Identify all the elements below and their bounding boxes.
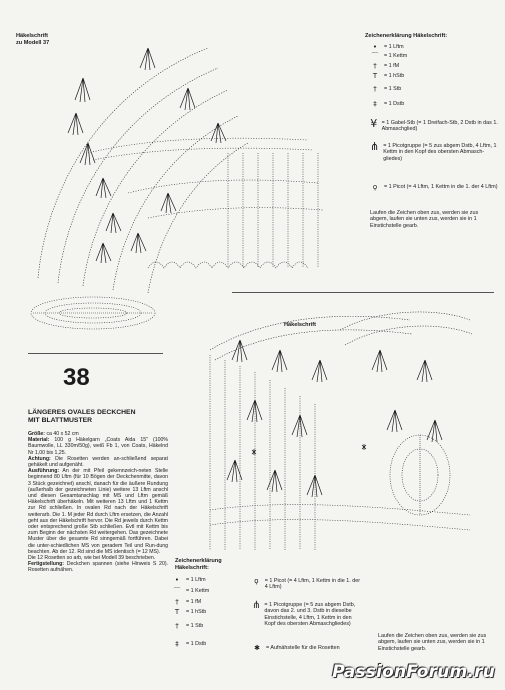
- t-icon: †: [175, 598, 179, 606]
- legend-top-item: † = 1 fM: [370, 63, 399, 70]
- model-title-line1: LÄNGERES OVALES DECKCHEN: [28, 409, 136, 416]
- instruction-paragraph: Fertigstellung: Deckchen spannen (siehe Hinweis S 20). Rosetten aufnähen.: [28, 561, 168, 574]
- legend-bottom-item: ⋔ = 1 Picotgruppe (= 5 zus abgem Dstb, davon das 2. und 3. Dstb in dieselbe Einstichstelle, 4 Lftm, 1 Kettm in den Kopf des obersten Abmaschgliedes): [252, 600, 356, 628]
- legend-bottom-item: † = 1 Stb: [172, 623, 203, 630]
- legend-bottom-item: ⌒ = 1 Kettm: [173, 587, 210, 595]
- dstb-icon: ‡: [373, 100, 377, 108]
- picot-group-icon: ⋔: [370, 140, 380, 153]
- model-number: 38: [63, 364, 90, 391]
- instruction-paragraph: Achtung: Die Rosetten werden an-schließend separat gehäkelt und aufgenäht.: [28, 455, 168, 469]
- divider: [28, 353, 163, 354]
- legend-top-item: ¥ = 1 Gabel-Stb (= 1 Dreifach-Stb, 2 Dstb in das 1. Abmaschglied): [370, 117, 498, 133]
- half-stb-icon: T: [174, 608, 180, 616]
- legend-bottom-item: ϙ = 1 Picot (= 4 Lftm, 1 Kettm in die 1. der 4 Lftm): [252, 578, 364, 591]
- legend-bottom-item: † = 1 fM: [172, 599, 201, 606]
- fork-icon: ¥: [370, 117, 378, 130]
- picot-icon: ϙ: [372, 183, 378, 191]
- legend-top-item: ⌒ = 1 Kettm: [371, 52, 408, 60]
- crochet-chart-bottom: [180, 300, 480, 570]
- legend-top-item: † = 1 Stb: [370, 86, 401, 93]
- instruction-paragraph: Die 12 Rosetten so arb, wie bei Modell 39 beschrieben.: [28, 555, 156, 562]
- arc-icon: ⌒: [173, 587, 181, 595]
- legend-bottom-note: Laufen die Zeichen oben zus, werden sie zus abgem, laufen sie unten zus, werden sie in 1 Einstichstelle gearb.: [378, 633, 487, 652]
- legend-bottom-title-line2: Häkelschrift:: [175, 565, 209, 571]
- legend-bottom-title-line1: Zeichenerklärung: [175, 558, 222, 564]
- legend-top-title: Zeichenerklärung Häkelschrift:: [365, 33, 448, 39]
- half-stb-icon: T: [372, 72, 378, 80]
- dot-icon: •: [372, 43, 378, 51]
- chart1-subtitle: zu Modell 37: [16, 40, 50, 46]
- site-watermark: PassionForum.ru: [332, 662, 495, 682]
- t-icon: †: [373, 62, 377, 70]
- legend-bottom-item: T = 1 hStb: [172, 609, 206, 616]
- legend-top-item: ϙ = 1 Picot (= 4 Lftm, 1 Kettm in die 1. der 4 Lftm): [370, 184, 498, 191]
- legend-bottom-item: • = 1 Lftm: [172, 577, 206, 584]
- model-title-line2: MIT BLATTMUSTER: [28, 417, 93, 424]
- instruction-paragraph: Material: 100 g Häkelgarn „Coats Aida 15" (100% Baumwolle, LL 330m/50g), weiß Fb 1, von Coats, Häkelnd Nr 1,00 bis 1,25.: [28, 437, 168, 456]
- stb-icon: †: [175, 622, 179, 630]
- legend-bottom-item: ‡ = 1 Dstb: [172, 641, 206, 648]
- stb-icon: †: [373, 85, 377, 93]
- arc-icon: ⌒: [371, 52, 379, 60]
- picot-group-icon: ⋔: [252, 600, 261, 611]
- picot-icon: ϙ: [254, 577, 259, 585]
- crochet-chart-top: [28, 28, 328, 333]
- instruction-paragraph: Ausführung: An der mit Pfeil gekennzeich-neten Stelle beginnend 80 Lftm (für 10 Bögen der Deckchenmitte, davon 3 Stück gezeichnet) anschl, danach für die äußere Rundung (außerhalb der gezeichneten Linie) weitere 13 Lftm anschl und diesen Gesamtanschlag mit MS und Lftm gemäß Häkelschrift überhäkeln. Mit weiteren 13 Lftm und 1 Kettm zur Rd schließen. In ovalen Rd nach der Häkelschrift weiterarb. Die 1. M jeder Rd durch Lftm ersetzen, die Anzahl geht aus der Häkelschrift hervor. Die Rd jeweils durch Kettm oder entsprechend große Stb schließen. Evtl mit Kettm bis zum Beginn der nächsten Rd weitergehen. Das gezeichnete Muster über die gesamte Rd sinngemäß fortführen. Dabei die unter-schiedlichen MS von geradem Teil und Run-dung beachten. Ab der 12. Rd sind die MS identisch (= 12 MS).: [28, 468, 168, 555]
- chart2-title: Häkelschrift: [284, 322, 317, 328]
- instruction-paragraph: Größe: ca 40 x 52 cm: [28, 431, 79, 437]
- legend-bottom-item: ✱ = Aufnähstelle für die Rosetten: [252, 645, 364, 652]
- instructions: [28, 431, 168, 574]
- legend-top-item: ⋔ = 1 Picotgruppe (= 5 zus abgem Dstb, 4 Lftm, 1 Kettm in den Kopf des obersten Abmasch-gliedes): [370, 140, 497, 162]
- dstb-icon: ‡: [175, 640, 179, 648]
- legend-top-item: T = 1 hStb: [370, 73, 404, 80]
- legend-top-note: Laufen die Zeichen oben zus, werden sie zus abgem, laufen sie unten zus, werden sie in 1 Einstichstelle gearb.: [370, 210, 479, 229]
- divider: [232, 292, 494, 293]
- legend-top-item: • = 1 Lftm: [370, 44, 404, 51]
- dot-icon: •: [174, 576, 180, 584]
- chart1-title: Häkelschrift: [16, 33, 49, 39]
- legend-top-item: ‡ = 1 Dstb: [370, 101, 404, 108]
- star-icon: ✱: [254, 644, 260, 652]
